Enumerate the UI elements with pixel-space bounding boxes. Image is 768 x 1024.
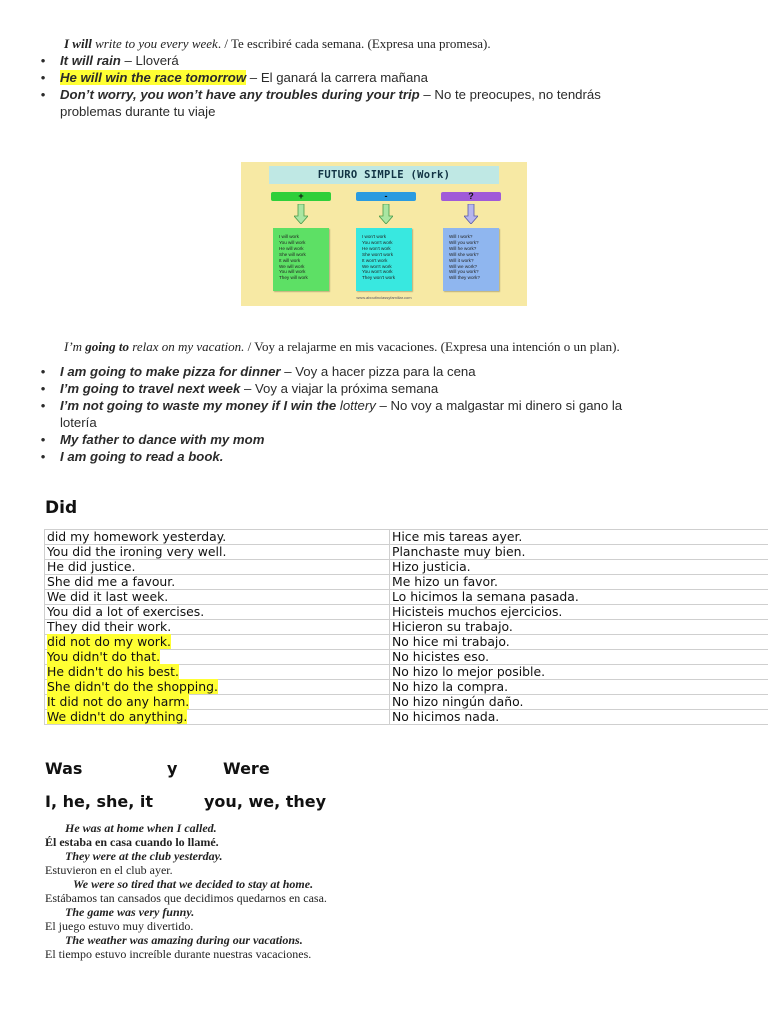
negative-card: I won't work You won't work He won't work She won't work It won't work We won't work You won't work They won't work [356,228,412,291]
bullet-es-continued: lotería [60,415,97,430]
table-cell-english: We didn't do anything. [45,710,390,725]
bullet-icon: • [40,87,46,102]
bullet-en-word: lottery [339,398,376,413]
example-english: The game was very funny. [65,905,195,919]
table-cell-spanish: No hizo lo mejor posible. [390,665,768,680]
table-row [45,680,768,695]
table-cell-english: They did their work. [45,620,390,635]
example-spanish: Estábamos tan cansados que decidimos quedarnos en casa. [45,891,327,905]
going-intro-going-to: going to [85,339,130,354]
bullet-en: I’m not going to waste my money if I win the [60,398,337,413]
table-cell-spanish: Hice mis tareas ayer. [390,530,768,545]
bullet-en: It will rain [60,53,121,68]
bullet-en: I’m going to travel next week [60,381,241,396]
going-bullet-list [36,363,756,465]
will-intro [64,36,491,52]
were-subjects: you, we, they [204,792,327,811]
list-item: • I’m going to travel next week – Voy a viajar la próxima semana [36,380,756,397]
bullet-en: I am going to read a book. [60,449,224,464]
table-cell-spanish: Hicieron su trabajo. [390,620,768,635]
table-row [45,530,768,545]
futuro-image-title: FUTURO SIMPLE (Work) [269,166,499,184]
positive-card: I will work You will work He will work She will work It will work We will work You will work They will work [273,228,329,291]
table-row [45,710,768,725]
table-cell-english: You did a lot of exercises. [45,605,390,620]
bullet-icon: • [40,381,46,396]
table-cell-english: You didn't do that. [45,650,390,665]
table-row [45,650,768,665]
bullet-icon: • [40,432,46,447]
bullet-es: No te preocupes, no tendrás [434,87,601,102]
question-card: Will I work? Will you work? Will he work? Will she work? Will it work? Will we work? Will you work? Will they work? [443,228,499,291]
arrow-down-icon [464,204,478,224]
bullet-es: Voy a hacer pizza para la cena [295,364,476,379]
going-intro-rest: relax on my vacation. [132,339,245,354]
example-english: He was at home when I called. [65,821,217,835]
bullet-icon: • [40,364,46,379]
table-cell-english: did not do my work. [45,635,390,650]
positive-sign: + [271,192,331,201]
list-item [36,448,756,465]
list-item: • Don’t worry, you won’t have any troubles during your trip – No te preocupes, no tendrás problemas durante tu viaje [36,86,756,120]
table-cell-spanish: Hizo justicia. [390,560,768,575]
table-cell-spanish: Me hizo un favor. [390,575,768,590]
table-cell-english: She did me a favour. [45,575,390,590]
will-intro-rest: write to you every week [95,36,218,51]
bullet-en: I am going to make pizza for dinner [60,364,281,379]
table-cell-spanish: No hizo ningún daño. [390,695,768,710]
table-cell-spanish: No hicimos nada. [390,710,768,725]
bullet-es: Lloverá [135,53,179,68]
table-row [45,665,768,680]
futuro-image-url: www.aboutinclassyfamiliar.com [356,295,412,300]
table-row [45,545,768,560]
list-item: • It will rain – Lloverá [36,52,756,69]
table-cell-english: She didn't do the shopping. [45,680,390,695]
table-cell-english: It did not do any harm. [45,695,390,710]
bullet-icon: • [40,53,46,68]
example-english: We were so tired that we decided to stay at home. [73,877,314,891]
will-intro-subject: I will [64,36,92,51]
table-row [45,635,768,650]
list-item: • I am going to make pizza for dinner – Voy a hacer pizza para la cena [36,363,756,380]
bullet-en: He will win the race tomorrow [60,70,247,85]
table-cell-spanish: Planchaste muy bien. [390,545,768,560]
were-heading: Were [223,759,270,778]
was-examples [45,821,745,961]
table-row [45,560,768,575]
bullet-es: Voy a viajar la próxima semana [254,381,439,396]
example-english: The weather was amazing during our vacations. [65,933,303,947]
futuro-simple-image [241,162,527,306]
bullet-en: My father to dance with my mom [60,432,265,447]
list-item: • He will win the race tomorrow – El ganará la carrera mañana [36,69,756,86]
arrow-down-icon [294,204,308,224]
bullet-es: No voy a malgastar mi dinero si gano la [390,398,623,413]
list-item [36,431,756,448]
bullet-icon: • [40,449,46,464]
list-item: • I’m not going to waste my money if I win the lottery – No voy a malgastar mi dinero si gano la lotería [36,397,756,431]
example-spanish: Él estaba en casa cuando lo llamé. [45,835,219,849]
did-table [44,529,768,725]
table-row [45,590,768,605]
table-cell-english: You did the ironing very well. [45,545,390,560]
table-cell-spanish: No hice mi trabajo. [390,635,768,650]
example-spanish: Estuvieron en el club ayer. [45,863,173,877]
example-spanish: El tiempo estuvo increíble durante nuestras vacaciones. [45,947,312,961]
going-intro-translation: / Voy a relajarme en mis vacaciones. (Expresa una intención o un plan). [247,339,620,354]
was-subjects: I, he, she, it [45,792,154,811]
bullet-en: Don’t worry, you won’t have any troubles during your trip [60,87,420,102]
table-cell-english: We did it last week. [45,590,390,605]
going-intro [64,339,620,355]
was-were-connector: y [167,759,178,778]
table-cell-english: He did justice. [45,560,390,575]
table-cell-english: He didn't do his best. [45,665,390,680]
bullet-es: El ganará la carrera mañana [260,70,428,85]
bullet-icon: • [40,398,46,413]
arrow-down-icon [379,204,393,224]
bullet-es-continued: problemas durante tu viaje [60,104,216,119]
was-heading: Was [45,759,83,778]
will-intro-translation: . / Te escribiré cada semana. (Expresa una promesa). [217,36,491,51]
example-english: They were at the club yesterday. [65,849,223,863]
question-sign: ? [441,192,501,201]
table-row [45,605,768,620]
table-cell-spanish: Hicisteis muchos ejercicios. [390,605,768,620]
going-intro-subject: I’m [64,339,83,354]
did-heading: Did [45,498,78,518]
table-cell-spanish: No hizo la compra. [390,680,768,695]
table-row [45,620,768,635]
example-spanish: El juego estuvo muy divertido. [45,919,194,933]
bullet-icon: • [40,70,46,85]
negative-sign: - [356,192,416,201]
table-row [45,575,768,590]
table-cell-spanish: Lo hicimos la semana pasada. [390,590,768,605]
table-row [45,695,768,710]
table-cell-english: did my homework yesterday. [45,530,390,545]
will-bullet-list [36,52,756,120]
table-cell-spanish: No hicistes eso. [390,650,768,665]
